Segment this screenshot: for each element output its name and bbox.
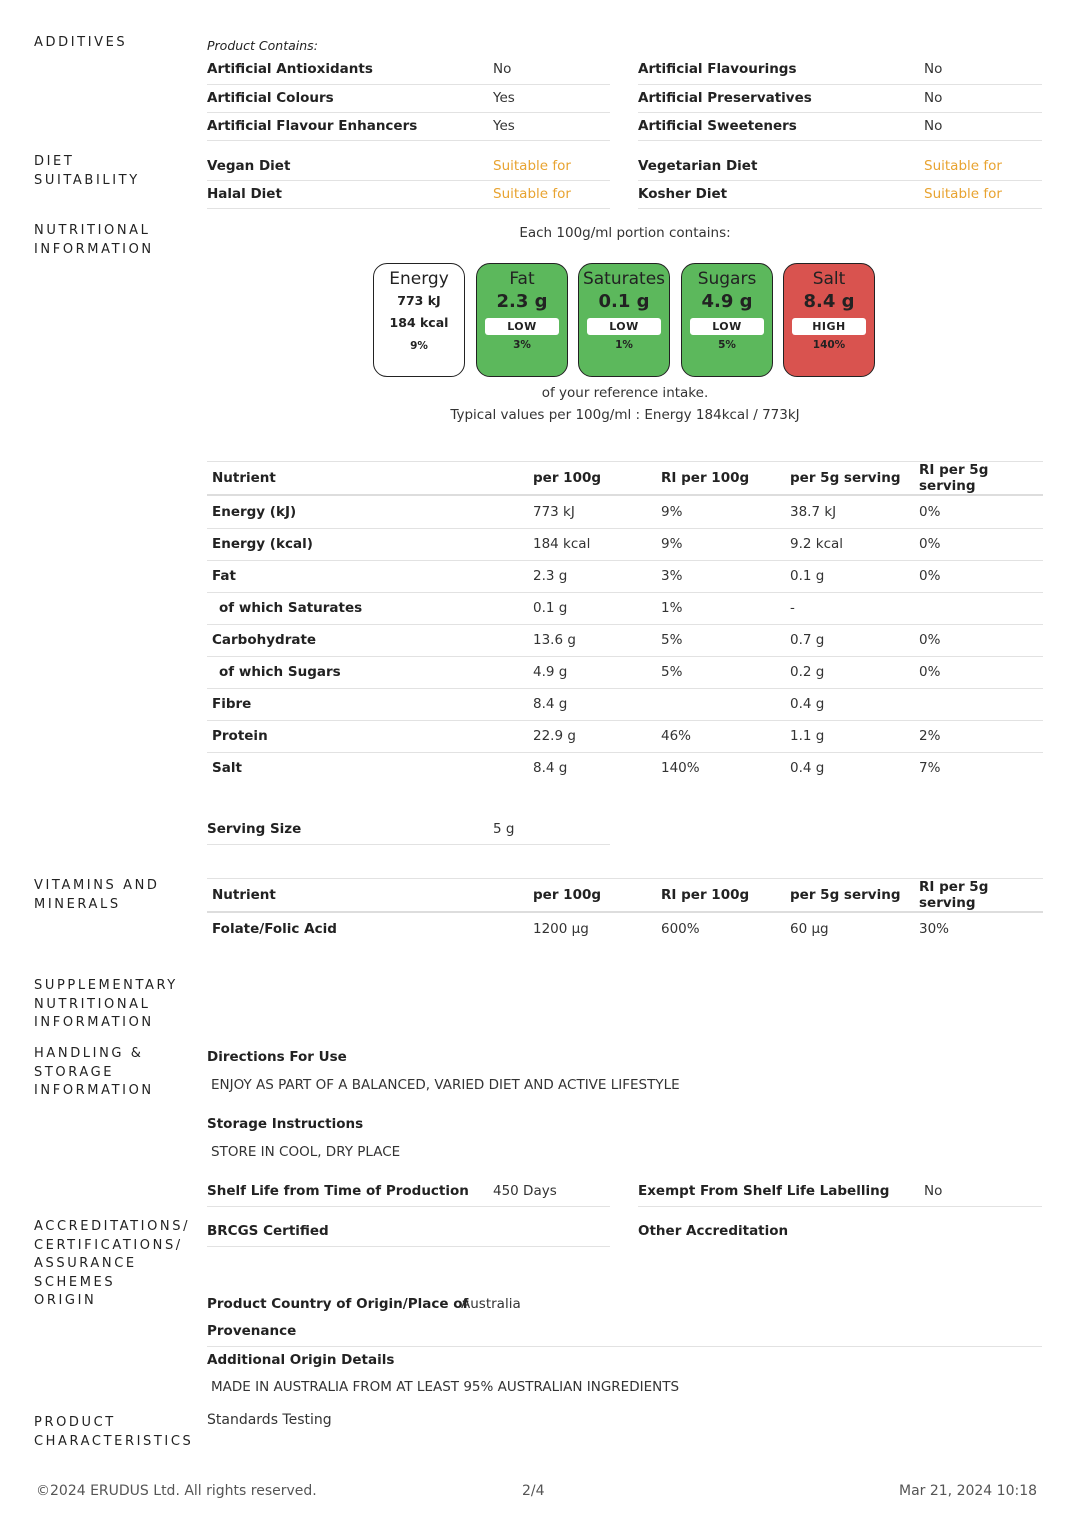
table-cell: 5% bbox=[656, 624, 785, 656]
additive-label: Artificial Sweeteners bbox=[638, 118, 797, 134]
additive-value: No bbox=[924, 90, 943, 106]
table-cell: Energy (kJ) bbox=[207, 495, 528, 528]
column-header: RI per 5g serving bbox=[914, 879, 1043, 913]
table-row bbox=[207, 688, 1043, 720]
country-origin-label: Product Country of Origin/Place of bbox=[207, 1296, 469, 1312]
light-pct: 3% bbox=[513, 339, 531, 351]
light-value: 2.3 g bbox=[496, 291, 548, 312]
energy-pct: 9% bbox=[410, 340, 428, 352]
additive-value: Yes bbox=[493, 118, 515, 134]
table-cell: 0% bbox=[914, 495, 1043, 528]
serving-size-value: 5 g bbox=[493, 821, 515, 837]
light-title: Saturates bbox=[582, 269, 666, 289]
column-header: per 5g serving bbox=[785, 462, 914, 496]
additional-origin-label: Additional Origin Details bbox=[207, 1352, 395, 1368]
table-cell: 140% bbox=[661, 760, 700, 777]
table-cell: 0% bbox=[914, 656, 1043, 688]
table-cell: 1200 µg bbox=[533, 921, 589, 937]
characteristics-value: Standards Testing bbox=[207, 1412, 332, 1428]
light-level: LOW bbox=[587, 318, 661, 335]
column-header: per 100g bbox=[528, 462, 656, 496]
column-header: per 100g bbox=[528, 879, 656, 913]
diet-label: Kosher Diet bbox=[638, 186, 728, 202]
diet-value: Suitable for bbox=[924, 158, 1002, 174]
table-cell: 13.6 g bbox=[528, 624, 656, 656]
additive-label: Artificial Preservatives bbox=[638, 90, 812, 106]
section-nutritional-information: NUTRITIONAL INFORMATION bbox=[34, 223, 154, 257]
directions-label: Directions For Use bbox=[207, 1049, 347, 1065]
typical-values-text: Typical values per 100g/ml : Energy 184kcal / 773kJ bbox=[450, 407, 800, 423]
light-value: 8.4 g bbox=[803, 291, 855, 312]
table-cell: 38.7 kJ bbox=[785, 495, 914, 528]
table-cell: 0.7 g bbox=[785, 624, 914, 656]
light-level: LOW bbox=[485, 318, 559, 335]
table-cell: of which Sugars bbox=[207, 656, 528, 688]
table-cell: 0.4 g bbox=[785, 688, 914, 720]
light-title: Fat bbox=[509, 269, 535, 289]
section-accreditations: ACCREDITATIONS/ CERTIFICATIONS/ ASSURANCE SCHEMES ORIGIN bbox=[34, 1219, 191, 1308]
table-cell: 3% bbox=[656, 560, 785, 592]
light-title: Salt bbox=[812, 269, 846, 289]
energy-label bbox=[373, 263, 465, 377]
table-cell: 30% bbox=[919, 921, 950, 937]
diet-value: Suitable for bbox=[924, 186, 1002, 202]
light-value: 4.9 g bbox=[701, 291, 753, 312]
country-origin-label-2: Provenance bbox=[207, 1323, 297, 1339]
table-cell: Salt bbox=[212, 760, 242, 777]
table-cell: 773 kJ bbox=[528, 495, 656, 528]
column-header: RI per 5g serving bbox=[914, 462, 1043, 496]
light-pct: 5% bbox=[718, 339, 736, 351]
table-cell: 46% bbox=[656, 720, 785, 752]
reference-intake-text: of your reference intake. bbox=[541, 385, 709, 401]
table-cell: 9.2 kcal bbox=[785, 528, 914, 560]
table-cell: 0% bbox=[914, 560, 1043, 592]
table-cell: 0% bbox=[914, 528, 1043, 560]
table-cell: 9% bbox=[656, 528, 785, 560]
light-level: LOW bbox=[690, 318, 764, 335]
table-cell: Fibre bbox=[207, 688, 528, 720]
diet-label: Vegan Diet bbox=[207, 158, 291, 174]
country-origin-value: Australia bbox=[461, 1296, 521, 1312]
other-accreditation-label: Other Accreditation bbox=[638, 1223, 789, 1239]
column-header: RI per 100g bbox=[656, 879, 785, 913]
table-cell: 1.1 g bbox=[785, 720, 914, 752]
light-title: Sugars bbox=[697, 269, 757, 289]
table-row bbox=[207, 592, 1043, 624]
footer-copyright: ©2024 ERUDUS Ltd. All rights reserved. bbox=[36, 1483, 317, 1499]
exempt-label: Exempt From Shelf Life Labelling bbox=[638, 1183, 890, 1199]
product-contains-heading: Product Contains: bbox=[207, 38, 318, 53]
table-cell: 7% bbox=[919, 760, 941, 777]
table-cell: 184 kcal bbox=[528, 528, 656, 560]
table-row bbox=[207, 528, 1043, 560]
table-cell: Energy (kcal) bbox=[207, 528, 528, 560]
diet-value: Suitable for bbox=[493, 186, 571, 202]
footer-date: Mar 21, 2024 10:18 bbox=[899, 1483, 1038, 1499]
table-cell: 9% bbox=[656, 495, 785, 528]
saturates-light bbox=[578, 263, 670, 377]
table-cell: 0.1 g bbox=[528, 592, 656, 624]
section-product-characteristics: PRODUCT CHARACTERISTICS bbox=[34, 1415, 194, 1449]
table-cell: 8.4 g bbox=[533, 760, 568, 777]
table-cell: 1% bbox=[656, 592, 785, 624]
table-row bbox=[207, 560, 1043, 592]
table-row bbox=[207, 720, 1043, 752]
nutrition-table bbox=[207, 461, 1043, 784]
column-header: RI per 100g bbox=[656, 462, 785, 496]
table-cell: 2.3 g bbox=[528, 560, 656, 592]
table-cell: Carbohydrate bbox=[207, 624, 528, 656]
energy-kcal: 184 kcal bbox=[389, 315, 449, 330]
vitamins-table bbox=[207, 878, 1043, 945]
light-level: HIGH bbox=[792, 318, 866, 335]
additive-label: Artificial Colours bbox=[207, 90, 334, 106]
section-supplementary: SUPPLEMENTARY NUTRITIONAL INFORMATION bbox=[34, 978, 178, 1030]
brcgs-label: BRCGS Certified bbox=[207, 1223, 329, 1239]
energy-title: Energy bbox=[389, 269, 449, 289]
sugars-light bbox=[681, 263, 773, 377]
diet-label: Vegetarian Diet bbox=[638, 158, 758, 174]
portion-text: Each 100g/ml portion contains: bbox=[519, 225, 731, 241]
table-cell: of which Saturates bbox=[207, 592, 528, 624]
section-vitamins-minerals: VITAMINS AND MINERALS bbox=[34, 878, 160, 912]
table-cell bbox=[656, 688, 785, 720]
diet-value: Suitable for bbox=[493, 158, 571, 174]
table-cell: 0.2 g bbox=[785, 656, 914, 688]
table-cell bbox=[914, 592, 1043, 624]
additive-label: Artificial Antioxidants bbox=[207, 61, 373, 77]
storage-label: Storage Instructions bbox=[207, 1116, 364, 1132]
light-value: 0.1 g bbox=[598, 291, 650, 312]
column-header: Nutrient bbox=[207, 879, 528, 913]
additive-label: Artificial Flavour Enhancers bbox=[207, 118, 418, 134]
storage-value: STORE IN COOL, DRY PLACE bbox=[211, 1144, 401, 1160]
table-cell: 0% bbox=[914, 624, 1043, 656]
table-row bbox=[207, 495, 1043, 528]
table-cell: 8.4 g bbox=[528, 688, 656, 720]
table-row bbox=[207, 912, 1043, 945]
diet-label: Halal Diet bbox=[207, 186, 282, 202]
table-header-row bbox=[207, 879, 1043, 913]
shelf-life-value: 450 Days bbox=[493, 1183, 557, 1199]
table-cell bbox=[914, 688, 1043, 720]
shelf-life-label: Shelf Life from Time of Production bbox=[207, 1183, 469, 1199]
additive-value: No bbox=[924, 118, 943, 134]
table-header-row bbox=[207, 462, 1043, 496]
section-diet-suitability: DIET SUITABILITY bbox=[34, 154, 140, 188]
serving-size-label: Serving Size bbox=[207, 821, 302, 837]
table-row bbox=[207, 624, 1043, 656]
table-cell: 5% bbox=[656, 656, 785, 688]
table-cell: 0.1 g bbox=[785, 560, 914, 592]
additive-value: Yes bbox=[493, 90, 515, 106]
exempt-value: No bbox=[924, 1183, 943, 1199]
table-cell: 2% bbox=[914, 720, 1043, 752]
footer-page-number: 2/4 bbox=[522, 1483, 545, 1499]
column-header: per 5g serving bbox=[785, 879, 914, 913]
additive-value: No bbox=[924, 61, 943, 77]
column-header: Nutrient bbox=[207, 462, 528, 496]
table-row bbox=[207, 752, 1043, 784]
section-additives: ADDITIVES bbox=[34, 35, 128, 50]
table-cell: - bbox=[785, 592, 914, 624]
section-handling-storage: HANDLING & STORAGE INFORMATION bbox=[34, 1046, 154, 1098]
table-cell: 4.9 g bbox=[528, 656, 656, 688]
directions-value: ENJOY AS PART OF A BALANCED, VARIED DIET AND ACTIVE LIFESTYLE bbox=[211, 1077, 680, 1093]
salt-light bbox=[783, 263, 875, 377]
table-cell: Fat bbox=[207, 560, 528, 592]
additional-origin-value: MADE IN AUSTRALIA FROM AT LEAST 95% AUSTRALIAN INGREDIENTS bbox=[211, 1379, 680, 1395]
light-pct: 1% bbox=[615, 339, 633, 351]
energy-kj: 773 kJ bbox=[397, 293, 441, 308]
table-cell: 60 µg bbox=[790, 921, 829, 937]
fat-light bbox=[476, 263, 568, 377]
light-pct: 140% bbox=[812, 339, 846, 351]
table-row bbox=[207, 656, 1043, 688]
additive-label: Artificial Flavourings bbox=[638, 61, 797, 77]
table-cell: 0.4 g bbox=[790, 760, 825, 777]
table-cell: 22.9 g bbox=[528, 720, 656, 752]
table-cell: Folate/Folic Acid bbox=[212, 921, 337, 937]
table-cell: 600% bbox=[661, 921, 700, 937]
additive-value: No bbox=[493, 61, 512, 77]
table-cell: Protein bbox=[207, 720, 528, 752]
